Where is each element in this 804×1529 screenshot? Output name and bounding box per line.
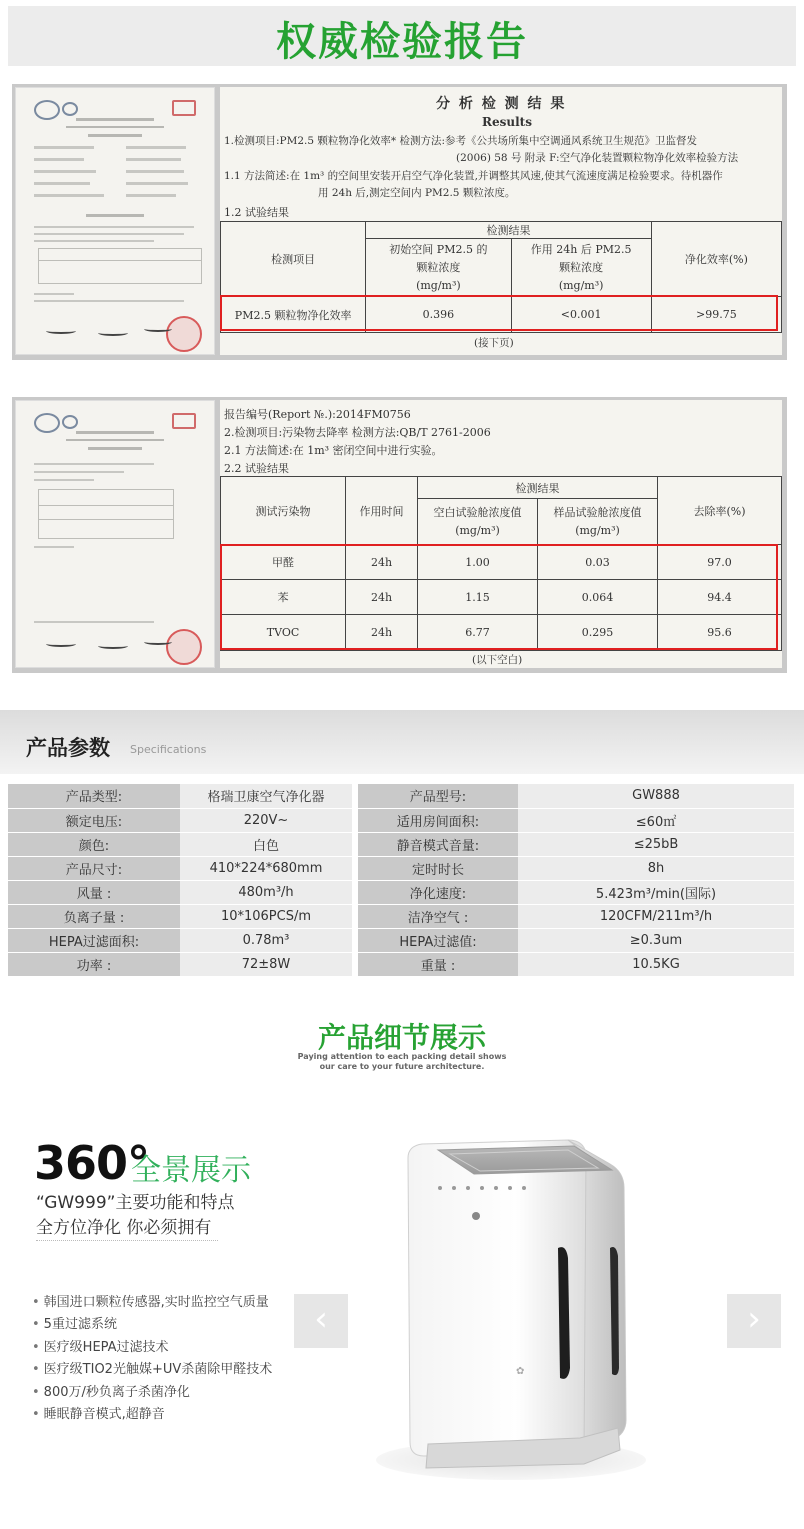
spec-key: 产品型号: <box>358 784 518 808</box>
feature-list <box>32 1292 272 1426</box>
row-initial: 0.396 <box>366 297 511 333</box>
list-item: • 睡眠静音模式,超静音 <box>32 1404 272 1426</box>
ma-mark-icon <box>172 100 196 116</box>
red-stamp-icon <box>166 629 202 665</box>
signature-icon <box>144 326 172 332</box>
spec-key: 额定电压: <box>8 808 180 832</box>
method-line-2: 用 24h 后,测定空间内 PM2.5 颗粒浓度。 <box>318 187 516 199</box>
method-line: 2.1 方法简述:在 1m³ 密闭空间中进行实验。 <box>224 444 443 457</box>
report-number: 报告编号(Report №.):2014FM0756 <box>224 408 411 421</box>
cert-logo-icon <box>62 102 78 116</box>
row-rate: 97.0 <box>658 545 782 580</box>
method-line: 1.1 方法简述:在 1m³ 的空间里安装开启空气净化装置,并调整其风速,使其气流速度满足检验要求。待机器作 <box>224 170 723 182</box>
spec-value: 120CFM/211m³/h <box>518 904 794 928</box>
spec-row <box>8 928 794 952</box>
spec-value: 72±8W <box>180 952 352 976</box>
page-title: 权威检验报告 <box>276 19 528 65</box>
signature-icon <box>98 643 128 649</box>
row-sample: 0.03 <box>538 545 658 580</box>
col-item: 检测项目 <box>221 222 366 297</box>
spec-value: 0.78m³ <box>180 928 352 952</box>
col-after: 作用 24h 后 PM2.5 颗粒浓度 (mg/m³) <box>511 239 651 297</box>
col-efficiency: 净化效率(%) <box>651 222 781 297</box>
row-efficiency: >99.75 <box>651 297 781 333</box>
row-time: 24h <box>346 545 418 580</box>
list-item: • 韩国进口颗粒传感器,实时监控空气质量 <box>32 1292 272 1314</box>
spec-value: ≤60㎡ <box>518 808 794 832</box>
spec-key: 净化速度: <box>358 880 518 904</box>
signature-icon <box>46 641 76 647</box>
specs-table <box>8 784 794 977</box>
specs-header-band <box>0 710 804 774</box>
spec-key: 风量 : <box>8 880 180 904</box>
results-title-en: Results <box>482 115 532 129</box>
divider <box>36 1240 218 1242</box>
specs-title: 产品参数 <box>26 736 110 760</box>
row-blank: 1.00 <box>418 545 538 580</box>
spec-row <box>8 808 794 832</box>
results-label: 2.2 试验结果 <box>224 462 289 475</box>
row-sample: 0.064 <box>538 580 658 615</box>
lab-logo-icon <box>34 100 60 120</box>
spec-row <box>8 856 794 880</box>
spec-value: ≥0.3um <box>518 928 794 952</box>
section-header <box>8 6 796 66</box>
blank-below-note: (以下空白) <box>472 654 523 666</box>
row-blank: 6.77 <box>418 615 538 651</box>
next-button[interactable] <box>727 1294 781 1348</box>
chevron-left-icon: ‹ <box>314 1299 328 1339</box>
spec-value: 8h <box>518 856 794 880</box>
report-thumbnail-2 <box>15 400 215 668</box>
spec-value: 白色 <box>180 832 352 856</box>
svg-text:✿: ✿ <box>516 1366 525 1377</box>
col-rate: 去除率(%) <box>658 477 782 545</box>
spec-value: 格瑞卫康空气净化器 <box>180 784 352 808</box>
cert-logo-icon <box>62 415 78 429</box>
list-item: • 5重过滤系统 <box>32 1314 272 1336</box>
details-subtitle-line-2: our care to your future architecture. <box>319 1062 485 1071</box>
spec-value: 410*224*680mm <box>180 856 352 880</box>
panorama-number: 360° <box>34 1136 150 1190</box>
list-item: • 800万/秒负离子杀菌净化 <box>32 1382 272 1404</box>
slogan: 全方位净化 你必须拥有 <box>36 1218 212 1238</box>
report-document-1 <box>220 87 782 355</box>
report-document-2 <box>220 400 782 668</box>
spec-key: 重量 : <box>358 952 518 976</box>
signature-icon <box>46 328 76 334</box>
details-title: 产品细节展示 <box>317 1021 486 1054</box>
test-item-line: 2.检测项目:污染物去降率 检测方法:QB/T 2761-2006 <box>224 426 491 439</box>
red-stamp-icon <box>166 316 202 352</box>
list-item: • 医疗级TIO2光触媒+UV杀菌除甲醛技术 <box>32 1359 272 1381</box>
col-sample: 样品试验舱浓度值 (mg/m³) <box>538 499 658 545</box>
spec-row <box>8 952 794 976</box>
col-blank: 空白试验舱浓度值 (mg/m³) <box>418 499 538 545</box>
spec-value: 10*106PCS/m <box>180 904 352 928</box>
spec-row <box>8 784 794 808</box>
ma-mark-icon <box>172 413 196 429</box>
spec-value: 10.5KG <box>518 952 794 976</box>
col-pollutant: 测试污染物 <box>221 477 346 545</box>
row-name: PM2.5 颗粒物净化效率 <box>221 297 366 333</box>
col-initial: 初始空间 PM2.5 的 颗粒浓度 (mg/m³) <box>366 239 511 297</box>
spec-key: 产品类型: <box>8 784 180 808</box>
spec-key: 负离子量 : <box>8 904 180 928</box>
report-thumbnail-1 <box>15 87 215 355</box>
row-after: <0.001 <box>511 297 651 333</box>
details-subtitle <box>0 1052 804 1072</box>
spec-key: 颜色: <box>8 832 180 856</box>
results-label: 1.2 试验结果 <box>224 206 289 219</box>
spec-key: 适用房间面积: <box>358 808 518 832</box>
row-rate: 95.6 <box>658 615 782 651</box>
report-panel-1 <box>12 84 787 360</box>
signature-icon <box>144 639 172 645</box>
spec-key: 洁净空气 : <box>358 904 518 928</box>
panorama-label: 全景展示 <box>131 1153 251 1188</box>
row-blank: 1.15 <box>418 580 538 615</box>
col-time: 作用时间 <box>346 477 418 545</box>
row-rate: 94.4 <box>658 580 782 615</box>
spec-row <box>8 904 794 928</box>
spec-key: 静音模式音量: <box>358 832 518 856</box>
row-pollutant: 甲醛 <box>221 545 346 580</box>
spec-key: HEPA过滤面积: <box>8 928 180 952</box>
test-item-line: 1.检测项目:PM2.5 颗粒物净化效率* 检测方法:参考《公共场所集中空调通风系统卫生规范》卫监督发 <box>224 135 698 147</box>
col-group: 检测结果 <box>418 477 658 499</box>
list-item: • 医疗级HEPA过滤技术 <box>32 1337 272 1359</box>
details-subtitle-line-1: Paying attention to each packing detail shows <box>297 1052 507 1061</box>
spec-value: 5.423m³/min(国际) <box>518 880 794 904</box>
signature-icon <box>98 330 128 336</box>
specs-subtitle: Specifications <box>130 743 207 756</box>
spec-key: 功率 : <box>8 952 180 976</box>
spec-key: HEPA过滤值: <box>358 928 518 952</box>
spec-value: 220V~ <box>180 808 352 832</box>
spec-key: 产品尺寸: <box>8 856 180 880</box>
prev-button[interactable] <box>294 1294 348 1348</box>
highlight-box <box>220 544 778 650</box>
row-time: 24h <box>346 580 418 615</box>
air-purifier-image <box>398 1138 638 1478</box>
col-group: 检测结果 <box>366 222 652 239</box>
continued-note: (接下页) <box>474 337 514 349</box>
lab-logo-icon <box>34 413 60 433</box>
chevron-right-icon: › <box>747 1299 761 1339</box>
row-pollutant: 苯 <box>221 580 346 615</box>
row-time: 24h <box>346 615 418 651</box>
row-pollutant: TVOC <box>221 615 346 651</box>
model-features-heading: “GW999”主要功能和特点 <box>36 1193 235 1213</box>
spec-key: 定时时长 <box>358 856 518 880</box>
highlight-box <box>220 295 778 331</box>
spec-row <box>8 880 794 904</box>
test-item-line-2: (2006) 58 号 附录 F:空气净化装置颗粒物净化效率检验方法 <box>456 152 739 164</box>
results-title: 分 析 检 测 结 果 <box>436 96 567 112</box>
spec-value: GW888 <box>518 784 794 808</box>
spec-value: 480m³/h <box>180 880 352 904</box>
spec-value: ≤25bB <box>518 832 794 856</box>
row-sample: 0.295 <box>538 615 658 651</box>
spec-row <box>8 832 794 856</box>
report-panel-2 <box>12 397 787 673</box>
